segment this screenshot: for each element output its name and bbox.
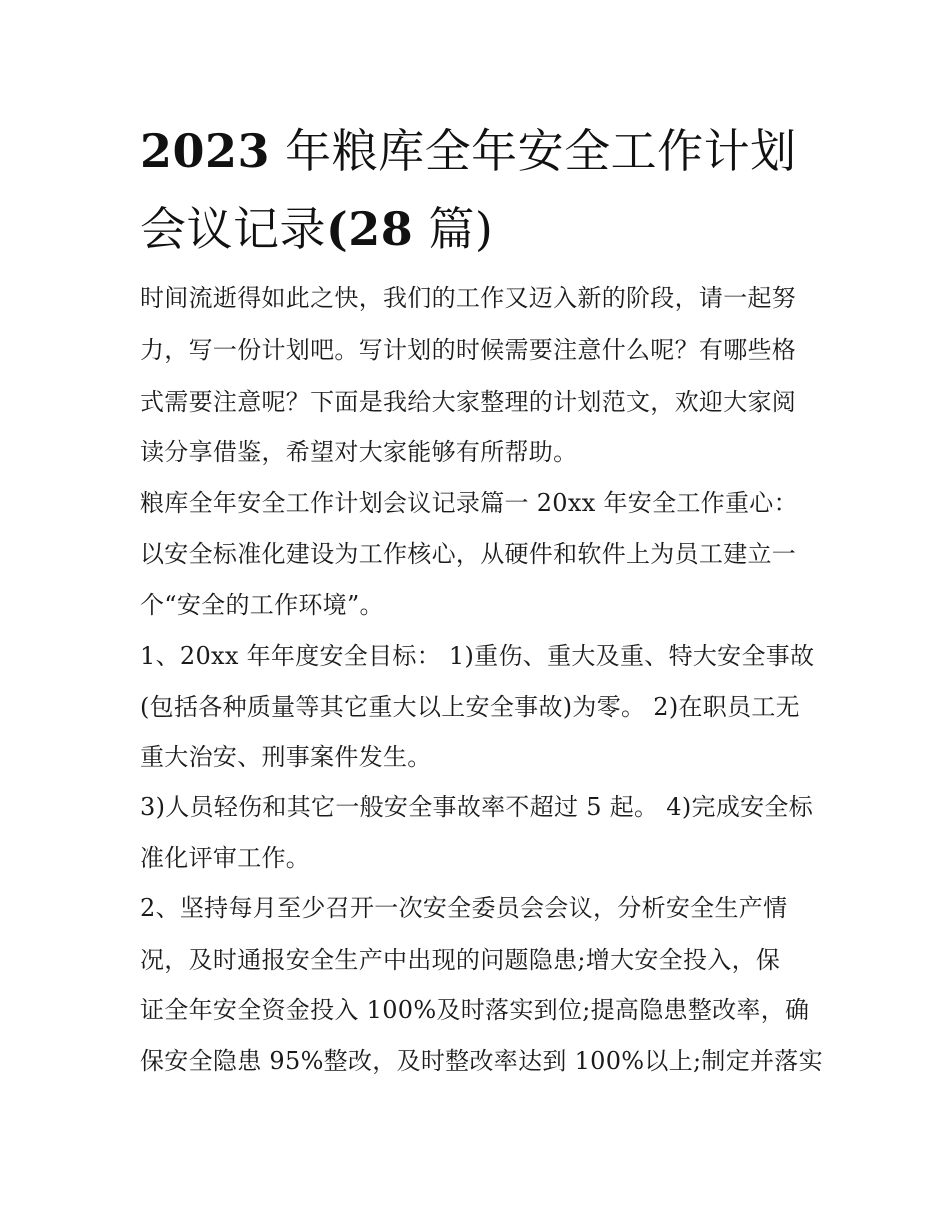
body-line: 证全年安全资金投入 100%及时落实到位;提高隐患整改率，确 — [140, 996, 810, 1024]
title-count: (28 — [326, 202, 414, 256]
body-line: 力，写一份计划吧。写计划的时候需要注意什么呢？有哪些格 — [140, 336, 797, 364]
body-line: 粮库全年安全工作计划会议记录篇一 20xx 年安全工作重心： — [140, 489, 798, 517]
title-line2-rest: 篇) — [413, 202, 494, 256]
body-line: 况，及时通报安全生产中出现的问题隐患;增大安全投入，保 — [140, 946, 781, 974]
body-line: 准化评审工作。 — [140, 844, 311, 872]
body-line: 保安全隐患 95%整改，及时整改率达到 100%以上;制定并落实 — [140, 1047, 823, 1075]
body-line: 2、坚持每月至少召开一次安全委员会会议，分析安全生产情 — [140, 894, 788, 922]
body-line: 读分享借鉴，希望对大家能够有所帮助。 — [140, 438, 578, 466]
body-line: (包括各种质量等其它重大以上安全事故)为零。 2)在职员工无 — [140, 693, 800, 721]
title-line1-text: 年粮库全年安全工作计划 — [270, 124, 797, 178]
title-year: 2023 — [140, 124, 271, 178]
body-line: 3)人员轻伤和其它一般安全事故率不超过 5 起。 4)完成安全标 — [140, 793, 814, 821]
body-line: 以安全标准化建设为工作核心，从硬件和软件上为员工建立一 — [140, 540, 797, 568]
body-line: 式需要注意呢？下面是我给大家整理的计划范文，欢迎大家阅 — [140, 388, 797, 416]
body-line: 重大治安、刑事案件发生。 — [140, 743, 432, 771]
body-line: 1、20xx 年年度安全目标： 1)重伤、重大及重、特大安全事故 — [140, 642, 815, 670]
body-line: 时间流逝得如此之快，我们的工作又迈入新的阶段，请一起努 — [140, 284, 797, 312]
document-title — [140, 112, 820, 268]
body-line: 个“安全的工作环境”。 — [140, 591, 384, 619]
title-line2-text: 会议记录 — [140, 202, 326, 256]
